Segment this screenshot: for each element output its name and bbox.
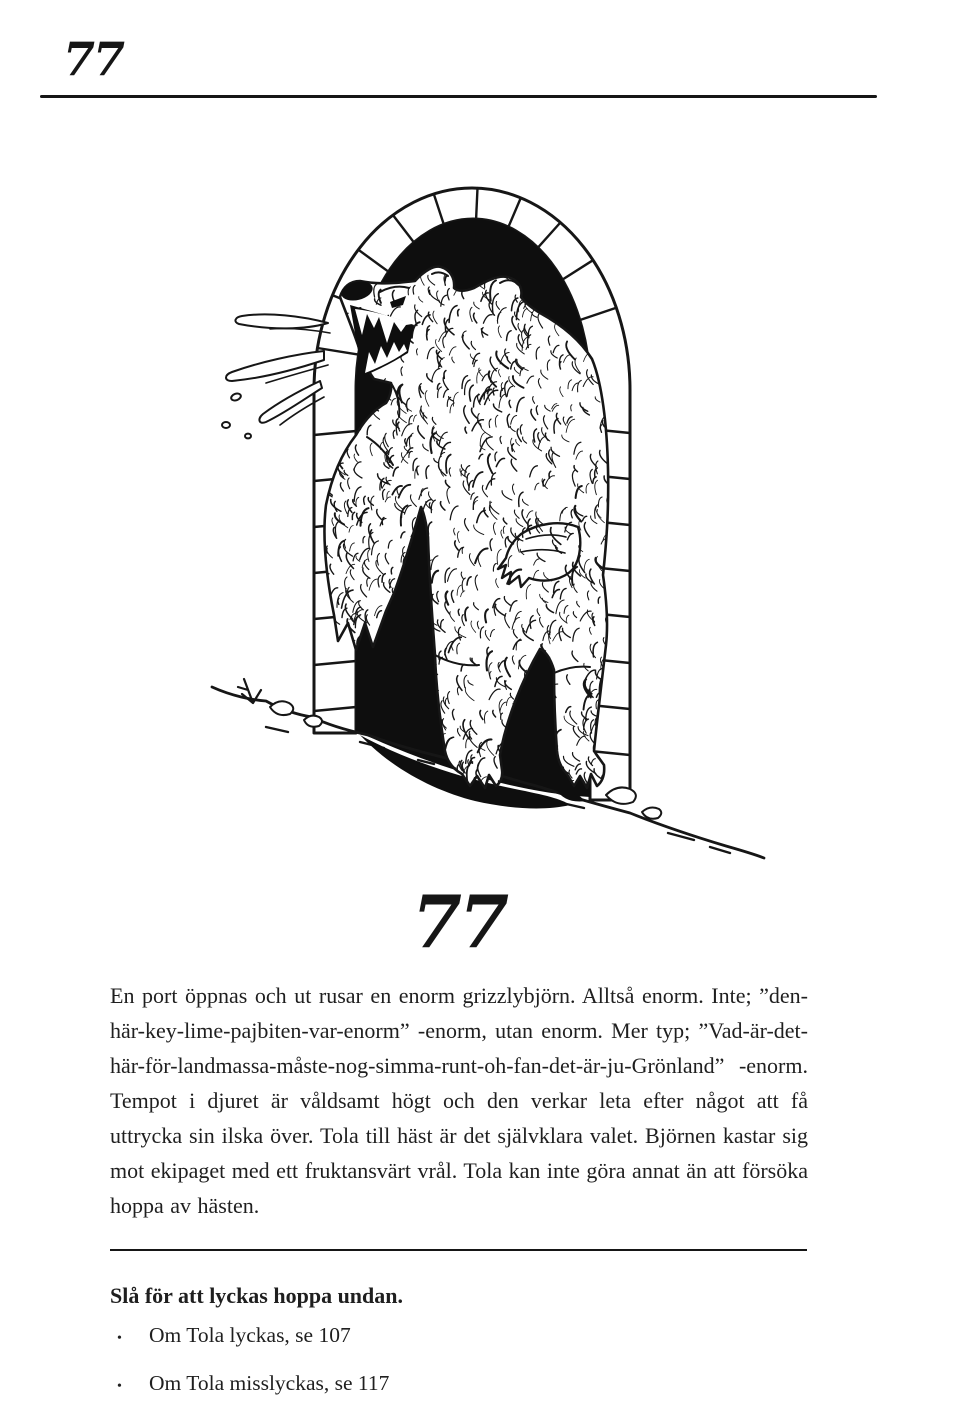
- choice-list: [110, 1320, 808, 1416]
- roll-instruction: Slå för att lyckas hoppa undan.: [110, 1283, 404, 1308]
- choice-item: [110, 1320, 808, 1354]
- choice-item: [110, 1368, 808, 1402]
- header-rule: [40, 95, 877, 98]
- rock: [642, 808, 661, 819]
- choice-divider: [110, 1249, 807, 1251]
- section-number: 77: [411, 879, 507, 964]
- rock: [304, 716, 322, 727]
- bullet-icon: •: [117, 1379, 122, 1394]
- section-paragraph: En port öppnas och ut rusar en enorm grizzlybjörn. Alltså enorm. Inte; ”den-här-key-lime-pajbiten-var-enorm” -enorm, utan enorm. Mer typ; ”Vad-är-det-här-för-landmassa-måste-nog-simma-runt-oh-fan-det-är-ju-Grönland” -enorm. Tempot i djuret är våldsamt högt och den verkar leta efter något att få uttrycka sin ilska över. Tola till häst är det självklara valet. Björnen kastar sig mot ekipaget med ett fruktansvärt vrål. Tola kan inte göra annat än att försöka hoppa av hästen.: [110, 983, 808, 1218]
- rock: [270, 701, 293, 715]
- bear-archway-illustration: [210, 175, 770, 865]
- bullet-icon: •: [117, 1331, 122, 1346]
- choice-label: Om Tola misslyckas, se 117: [149, 1371, 390, 1395]
- page-number: 77: [63, 32, 124, 86]
- choice-label: Om Tola lyckas, se 107: [149, 1323, 351, 1347]
